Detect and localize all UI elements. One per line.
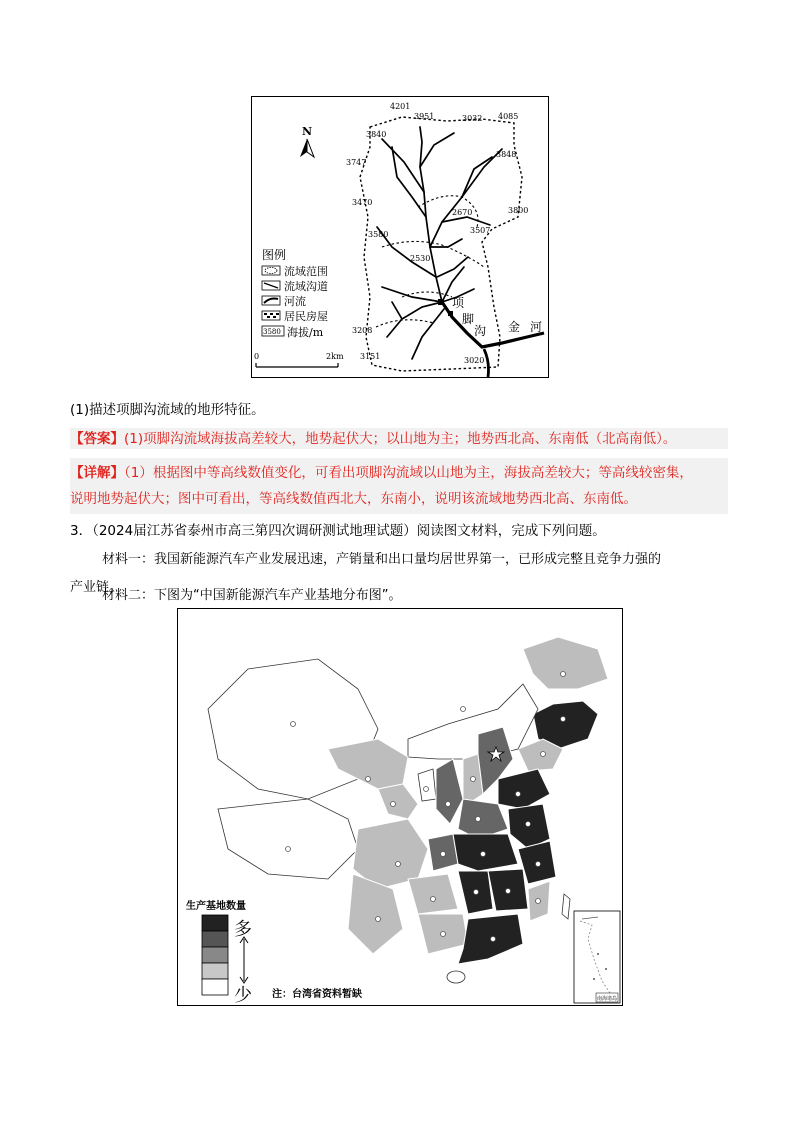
detail-tag: 【详解】 <box>70 465 124 481</box>
elev-3: 3032 <box>462 114 483 123</box>
material-1-line2: 产业链。 <box>70 580 123 595</box>
china-nev-base-map <box>177 608 623 1006</box>
inset-label: 南海诸岛 <box>597 996 618 1002</box>
region-gansu <box>378 784 418 819</box>
region-ningxia <box>418 769 436 801</box>
elev-14: 3208 <box>352 326 373 335</box>
elev-13: 2530 <box>410 254 431 263</box>
svg-text:项: 项 <box>452 296 465 310</box>
region-yunnan <box>348 874 403 954</box>
north-arrow-icon <box>300 139 307 157</box>
elev-2: 3951 <box>414 112 435 121</box>
svg-text:0: 0 <box>254 352 260 361</box>
elev-9: 2670 <box>452 208 473 217</box>
watershed-map-figure <box>251 96 549 378</box>
svg-text:流域范围: 流域范围 <box>284 265 328 278</box>
answer-tag: 【答案】 <box>70 431 124 447</box>
elev-15: 3151 <box>360 352 381 361</box>
region-shandong <box>498 769 550 809</box>
region-shaanxi <box>436 759 463 824</box>
elev-8: 3470 <box>352 198 373 207</box>
region-xinjiang <box>208 659 378 799</box>
legend-title: 图例 <box>262 248 287 262</box>
elev-4: 4085 <box>498 112 519 121</box>
legend-more: 多 <box>234 919 252 940</box>
material-1-line1: 材料一：我国新能源汽车产业发展迅速，产销量和出口量均居世界第一，已形成完整且竞争力强的 <box>102 552 662 567</box>
question-1: (1)描述项脚沟流域的地形特征。 <box>70 402 265 418</box>
region-tibet <box>218 799 358 879</box>
svg-text:河: 河 <box>530 320 543 334</box>
svg-text:金: 金 <box>508 320 521 334</box>
china-map-svg <box>178 609 622 1005</box>
production-base-legend <box>186 899 252 1005</box>
svg-text:脚: 脚 <box>462 312 475 326</box>
region-inner-mongolia <box>408 684 538 759</box>
legend-title: 生产基地数量 <box>186 901 246 912</box>
region-hubei <box>453 834 518 871</box>
svg-text:海拔/m: 海拔/m <box>287 326 324 339</box>
question-3-header: 3．（2024届江苏省泰州市高三第四次调研测试地理试题）阅读图文材料，完成下列问题。 <box>70 523 606 539</box>
legend-arrow-icon <box>240 937 248 983</box>
svg-text:2km: 2km <box>326 352 344 361</box>
svg-text:沟: 沟 <box>474 324 487 338</box>
svg-text:居民房屋: 居民房屋 <box>284 310 328 323</box>
material-2: 材料二：下图为“中国新能源汽车产业基地分布图”。 <box>102 588 402 603</box>
elev-16: 3020 <box>464 356 485 365</box>
map-note: 注：台湾省资料暂缺 <box>272 989 362 1000</box>
south-china-sea-inset <box>574 911 620 1003</box>
elev-12: 3580 <box>368 230 389 239</box>
region-taiwan <box>562 894 570 919</box>
svg-text:3580: 3580 <box>263 328 281 336</box>
elev-1: 4201 <box>390 102 411 111</box>
detail-block <box>70 458 728 514</box>
detail-line1: （1）根据图中等高线数值变化，可看出项脚沟流域以山地为主，海拔高差较大；等高线较密集， <box>124 465 693 481</box>
region-heilongjiang <box>523 637 608 689</box>
region-hainan <box>447 971 465 983</box>
svg-text:流域沟道: 流域沟道 <box>284 280 328 293</box>
legend-less: 少 <box>234 985 252 1005</box>
answer-block <box>70 428 728 449</box>
detail-line2: 说明地势起伏大；图中可看出，等高线数值西北大，东南小，说明该流域地势西北高、东南低。 <box>70 491 637 507</box>
elev-11: 3507 <box>470 226 491 235</box>
elev-5: 3840 <box>366 130 387 139</box>
watershed-map-svg <box>252 97 548 377</box>
map-legend <box>262 247 328 339</box>
north-label: N <box>302 125 313 138</box>
elev-10: 3800 <box>508 206 529 215</box>
elev-7: 3747 <box>346 158 367 167</box>
scale-bar <box>254 352 344 367</box>
answer-text: (1)项脚沟流域海拔高差较大，地势起伏大；以山地为主；地势西北高、东南低（北高南低）。 <box>124 431 677 447</box>
svg-text:河流: 河流 <box>284 295 306 308</box>
region-guizhou <box>408 874 458 914</box>
elev-6: 3848 <box>496 150 517 159</box>
